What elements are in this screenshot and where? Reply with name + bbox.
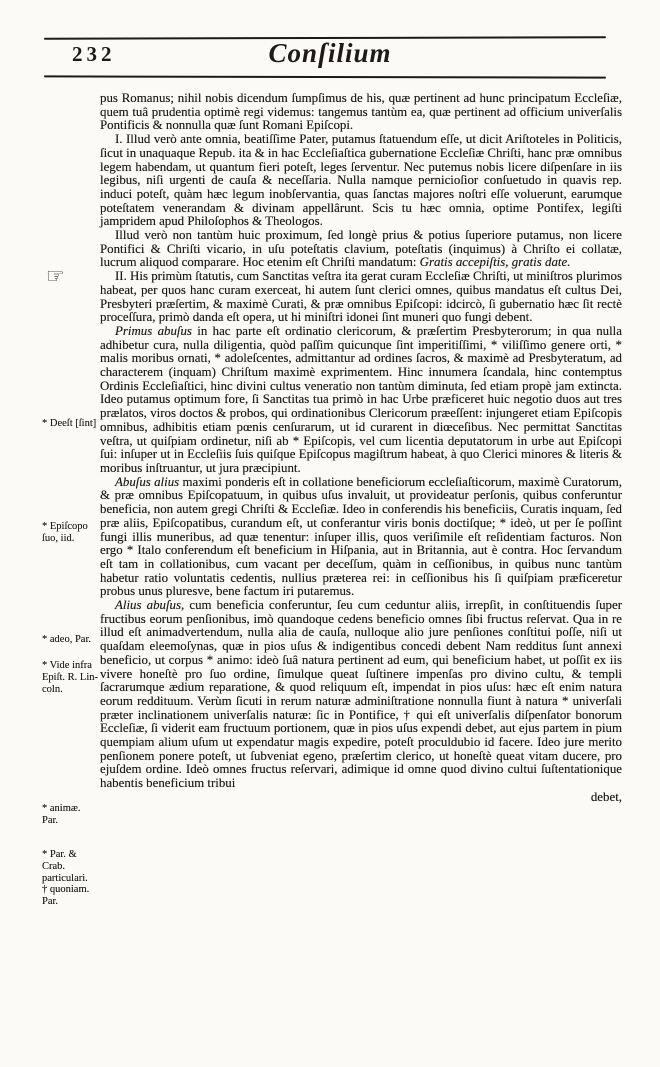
text-segment: Illud verò non tantùm huic proximum, ſed longè prius & potius ſuperiore putamus, non licere Pontifici & Chriſti vicario, in uſu poteſtatis clavium, poteſtatis (inquimus) à Chriſto ei collatæ, lucrum aliquod comparare. Hoc etenim eſt Chriſti mandatum:	[100, 228, 622, 270]
margin-note-line: Par.	[42, 896, 59, 908]
paragraph	[100, 92, 622, 133]
margin-note-line: coln.	[42, 683, 63, 695]
margin-note	[42, 521, 100, 545]
margin-note-line: * animæ.	[42, 803, 81, 814]
margin-note-line: * adeo, Par.	[42, 634, 91, 645]
paragraph	[100, 229, 622, 270]
text-segment: in hac parte eſt ordinatio clericorum, & præſertim Presbyterorum; in qua nulla adhibetur cura, nulla diligentia, quòd paſſim quicunque ſint imperitiſſimi, * viliſſimo genere orti, * malis moribus ornati, * adoleſcentes, admittantur ad ordines ſacros, & maximè ad Presbyteratum, ad characterem (inquam) Chriſtum maximè exprimentem. Hinc innumera ſcandala, hinc contemptus Ordinis Eccleſiaſtici, hinc divini cultus veneratio non tantùm diminuta, ſed etiam propè jam extincta. Ideo putamus optimum fore, ſi Sanctitas tua primò in hac Urbe præficeret huic negotio duos aut tres prælatos, viros doctos & probos, qui ordinationibus Clericorum præeſſent: injungeret etiam Epiſcopis omnibus, adhibitis etiam pœnis cenſurarum, ut id curarent in diœceſibus. Nec permittat Sanctitas veſtra, ut quiſpiam ordinetur, niſi ab * Epiſcopis, vel cum licentia deputatorum in urbe aut Epiſcopi ſui: inſuper ut in Eccleſiis ſuis quiſque Epiſcopus magiſtrum habeat, à quo Clerici minores & literis & moribus inſtruantur, ut jura præcipiunt.	[100, 323, 622, 475]
margin-note	[42, 418, 100, 430]
italic-text-segment: Abuſus alius	[115, 474, 180, 489]
italic-text-segment: Gratis accepiſtis, gratis date.	[419, 255, 571, 270]
header-rule-bottom	[44, 75, 606, 78]
paragraph	[100, 325, 622, 476]
margin-note-line: * Epiſcopo	[42, 521, 88, 532]
text-segment: I. Illud verò ante omnia, beatiſſime Pater, putamus ſtatuendum eſſe, ut dicit Ariſtoteles in Politicis, ſicut in unaquaque Repub. ita & in hac Eccleſiaſtica gubernatione Eccleſiæ Chriſti, hanc præ omnibus legem habendam, ut quantum fieri poteſt, leges ſerventur. Nec putemus nobis licere diſpenſare in iis legibus, niſi urgenti de cauſa & neceſſaria. Nulla namque pernicioſior conſuetudo in quavis rep. induci poteſt, quàm hæc legum inobſervantia, quas ſanctas majores noſtri eſſe voluerunt, earumque poteſtatem venerandam & divinam appellârunt. Scis tu hæc omnia, optime Pontifex, legiſti jampridem apud Philoſophos & Theologos.	[100, 132, 622, 229]
margin-note-line: Epiſt. R. Lin-	[42, 671, 98, 683]
italic-text-segment: Alius abuſus	[115, 598, 182, 613]
margin-note	[42, 634, 100, 646]
margin-note-line: Par.	[42, 814, 59, 826]
paragraph	[100, 476, 622, 599]
text-segment: pus Romanus; nihil nobis dicendum ſumpſimus de his, quæ pertinent ad hunc principatum Eccleſiæ, quem tuâ prudentia optimè regi videmus: tangemus tantùm ea, quæ pertinent ad officium univerſalis Pontificis & nonnulla quæ ſunt Romani Epiſcopi.	[100, 91, 622, 133]
text-segment: , cum beneficia conferuntur, ſeu cum ceduntur aliis, irrepſit, in conſtituendis ſuper fructibus eorum penſionibus, imò quandoque cedens beneficio omnes ſibi fructus reſervat. Qua in re illud eſt animadvertendum, nulla alia de cauſa, nulloque alio jure penſiones conſtitui poſſe, niſi ut quaſdam eleemoſynas, quæ in pios uſus & indigentibus concedi debent Nam redditus ſunt annexi beneficio, ut corpus * animo: ideò ſuâ natura pertinent ad eum, qui beneficium habet, ut poſſit ex iis vivere honeſtè pro ſuo ordine, ſimulque queat ſuſtinere impenſas pro divino cultu, & templi ſacrarumque ædium reparatione, & quod reliquum eſt, impendat in pios uſus: hæc eſt enim natura eorum reddituum. Verùm ſicuti in rerum naturæ adminiſtratione nonnulla fiunt à natura * univerſali præter inclinationem univerſalis naturæ: ſic in Pontifice, † qui eſt univerſalis diſpenſator bonorum Eccleſiæ, ſi viderit eam fructuum portionem, quæ in pios uſus expendi debet, aut ejus partem in pium quempiam alium uſum ut expendatur magis expedire, poteſt proculdubio id facere. Ideo jure merito penſionem ponere poteſt, ut ſubveniat egeno, præſertim clerico, ut honeſtè queat vitam ducere, pro ejuſdem ordine. Ideò omnes fructus reſervari, adimique id omne quod divino cultui ſuſtentationique habentis beneficium tribui	[100, 598, 622, 791]
text-segment: II. His primùm ſtatutis, cum Sanctitas veſtra ita gerat curam Eccleſiæ Chriſti, ut miniſtros plurimos habeat, per quos hanc curam exerceat, hi autem ſunt clerici omnes, quibus mandatus eſt cultus Dei, Presbyteri præſertim, & maximè Curati, & præ omnibus Epiſcopi: idcircò, ſi gubernatio hæc ſit rectè proceſſura, primò danda eſt opera, ut hi miniſtri idonei ſint muneri quo fungi debent.	[100, 269, 622, 325]
catchword: debet,	[590, 789, 622, 804]
manicule-icon: ☞	[46, 264, 65, 288]
margin-note-line: particulari.	[42, 872, 88, 884]
page-number: 232	[72, 42, 116, 66]
margin-note	[42, 660, 100, 695]
italic-text-segment: Primus abuſus	[115, 323, 192, 338]
margin-note-line: * Vide infra	[42, 660, 92, 671]
paragraph	[100, 270, 622, 325]
margin-note	[42, 849, 100, 908]
text-segment: maximi ponderis eſt in collatione beneficiorum eccleſiaſticorum, maximè Curatorum, & præ omnibus Epiſcopatuum, in quibus uſus invaluit, ut provideatur perſonis, quibus conferuntur beneficia, non autem gregi Chriſti & Eccleſiæ. Ideo in conferendis his beneficiis, Curatis inquam, ſed præ aliis, Epiſcopatibus, curandum eſt, ut conferantur viris bonis doctiſque; * ideò, ut per ſe poſſint fungi illis muneribus, ad quæ tenentur: inſuper illis, quos veriſimile eſt reſidentiam facturos. Non ergo * Italo conferendum eſt beneficium in Hiſpania, aut in Britannia, aut è contra. Hoc ſervandum eſt tam in collationibus, cum vacant per deceſſum, quàm in ceſſionibus, in quibus nunc tantùm habetur ratio voluntatis cedentis, nullius præterea rei: in ceſſionibus his ſi quiſpiam præficeretur probus unus pluresve, bene factum iri putaremus.	[100, 474, 622, 599]
running-title: Conſilium	[268, 38, 392, 68]
margin-note-line: † quoniam.	[42, 884, 90, 896]
margin-note-line: ſuo, iid.	[42, 532, 75, 544]
margin-note-line: * Deeſt [ſint]	[42, 418, 97, 429]
paragraph	[100, 599, 622, 791]
paragraph	[100, 133, 622, 229]
margin-note	[42, 803, 100, 827]
margin-note-line: * Par. & Crab.	[42, 849, 77, 872]
page-body-text	[100, 92, 622, 805]
